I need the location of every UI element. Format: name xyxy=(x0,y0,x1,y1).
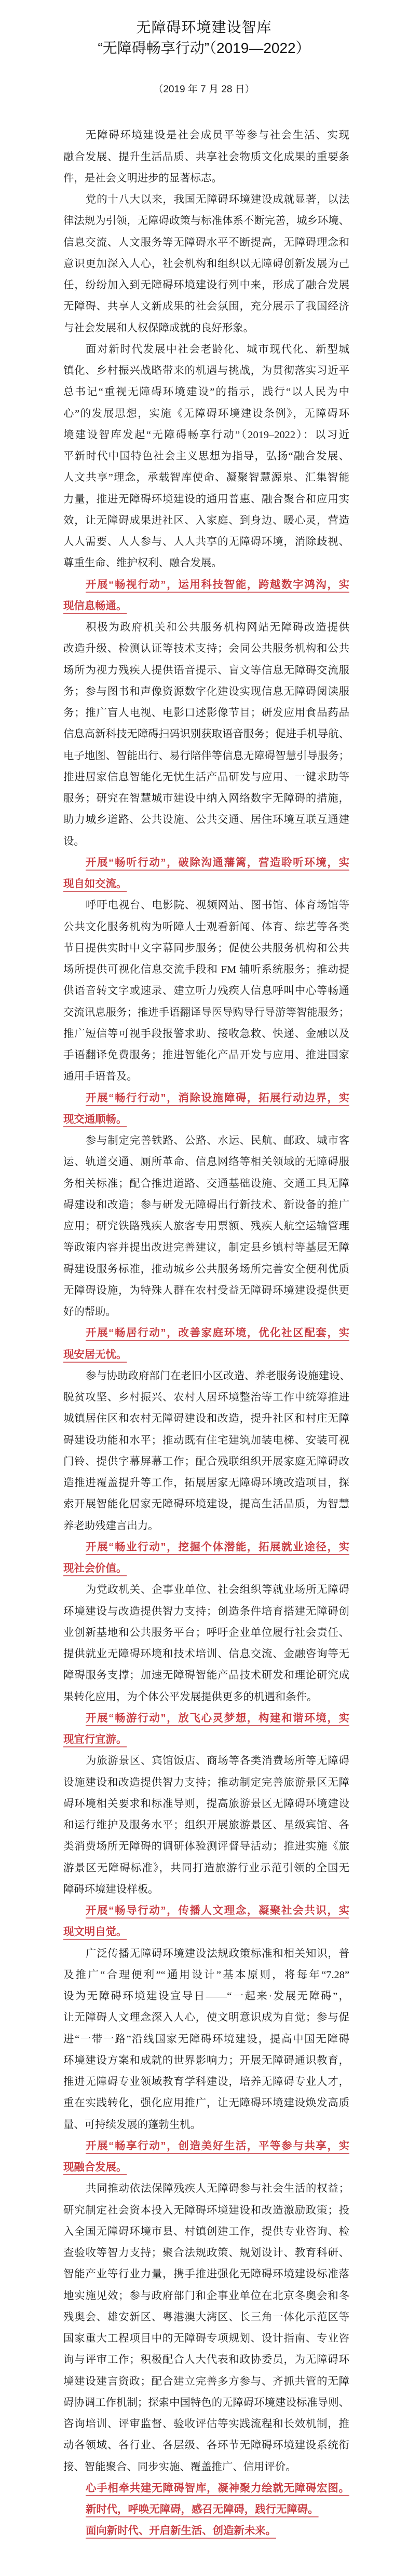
paragraph-line: 业创新基地和公共服务平台；呼吁企业单位履行社会责任、 xyxy=(63,1627,349,1639)
paragraph-line: 手语翻译免费服务；推进智能化产品开发与应用、推进国家 xyxy=(63,1049,349,1061)
paragraph-line: 心”的发展思想，实施《无障碍环境建设条例》，无障碍环 xyxy=(63,408,349,419)
paragraph-line: 人文共享”理念，承载智库使命、凝聚智慧源泉、汇集智能 xyxy=(63,472,349,484)
paragraph-line: 碍环境相关要求和标准导则，提高旅游景区无障碍环境建设 xyxy=(63,1798,349,1810)
paragraph-line: 信息交流、人文服务等无障碍水平不断提高，无障碍理念和 xyxy=(63,236,349,248)
paragraph-line: 务相关标准；配合推进道路、交通基础设施、交通工具无障 xyxy=(63,1178,349,1189)
paragraph-significance xyxy=(63,125,349,189)
paragraph-line: 索开展智能化居家无障碍环境建设，提高生活品质，为智慧 xyxy=(63,1499,349,1510)
heading-line: 开展“畅导行动”，传播人文理念，凝聚社会共识，实 xyxy=(86,1905,349,1917)
heading-line: 开展“畅业行动”，挖掘个体潜能，拓展就业途径，实 xyxy=(86,1541,349,1553)
slogan-line: 心手相牵共建无障碍智库，凝神聚力绘就无障碍宏图。 xyxy=(86,2482,349,2494)
paragraph-line: 电子地图、智能出行、易行陪伴等信息无障碍智慧引导服务； xyxy=(63,750,349,762)
paragraph-line: 造推进覆盖提升等工作，拓展居家无障碍环境改造项目，探 xyxy=(63,1477,349,1489)
paragraph-line: 城镇居住区和农村无障碍建设和改造，提升社区和村庄无障 xyxy=(63,1413,349,1425)
paragraph-line: 无障碍、共享人文新成果的社会氛围，充分展示了我国经济 xyxy=(63,301,349,313)
paragraph-line: 共同推动依法保障残疾人无障碍参与社会生活的权益； xyxy=(86,2183,349,2195)
heading-line: 开展“畅行行动”，消除设施障碍，拓展行动边界，实 xyxy=(86,1092,349,1104)
paragraph-action-travel xyxy=(63,1751,349,1900)
paragraph-line: 障碍服务支撑；加速无障碍智能产品技术研发和理论研究成 xyxy=(63,1670,349,1682)
heading-line: 现融合发展。 xyxy=(63,2162,127,2174)
paragraph-initiative xyxy=(63,339,349,575)
paragraph-line: 国家重大工程项目中的无障碍专项规划、设计指南、专业咨 xyxy=(63,2333,349,2345)
paragraph-action-mobility xyxy=(63,1130,349,1323)
paragraph-line: 进“一带一路”沿线国家无障碍环境建设，提高中国无障碍 xyxy=(63,2033,349,2045)
paragraph-line: 和运行维护及服务水平；组织开展旅游景区、星级宾馆、各 xyxy=(63,1819,349,1831)
paragraph-line: 推进居家信息智能化无忧生活产品研发与应用、一键求助等 xyxy=(63,771,349,783)
heading-action-housing xyxy=(63,1323,349,1366)
paragraph-line: 意识更加深入人心，社会机构和组织以无障碍创新发展为己 xyxy=(63,258,349,270)
paragraph-line: 融合发展、提升生活品质、共享社会物质文化成果的重要条 xyxy=(63,151,349,163)
paragraph-line: 环境建设方案和成就的世界影响力；开展无障碍通识教育， xyxy=(63,2054,349,2066)
paragraph-line: 效，让无障碍成果进社区、入家庭、到身边、暖心灵，营造 xyxy=(63,514,349,526)
paragraph-line: 党的十八大以来，我国无障碍环境建设成就显著，以法 xyxy=(86,194,349,206)
paragraph-line: 脱贫攻坚、乡村振兴、农村人居环境整治等工作中统筹推进 xyxy=(63,1392,349,1404)
heading-line: 现文明自觉。 xyxy=(63,1926,127,1938)
paragraph-line: 总书记“重视无障碍环境建设”的指示，践行“以人民为中 xyxy=(63,386,349,398)
paragraph-achievements xyxy=(63,189,349,339)
paragraph-line: 无障碍设施，为特殊人群在农村受益无障碍环境建设提供更 xyxy=(63,1284,349,1296)
paragraph-line: 件，是社会文明进步的显著标志。 xyxy=(63,172,222,184)
paragraph-line: 设。 xyxy=(63,835,85,847)
paragraph-line: 助力城乡道路、公共设施、公共交通、居住环境互联互通建 xyxy=(63,814,349,826)
heading-line: 开展“畅享行动”，创造美好生活，平等参与共享，实 xyxy=(86,2140,349,2152)
paragraph-line: 人人需要、人人参与、人人共享的无障碍环境，消除歧视、 xyxy=(63,536,349,548)
paragraph-line: 节目提供实时中文字幕同步服务；促使公共服务机构和公共 xyxy=(63,942,349,954)
paragraph-line: 务；推广盲人电视、电影口述影像节目；研发应用食品药品 xyxy=(63,707,349,719)
paragraph-line: 服务；研究在智慧城市建设中纳入网络数字无障碍的措施， xyxy=(63,793,349,805)
document-date: （2019 年 7 月 28 日） xyxy=(153,84,255,95)
paragraph-line: 通用手语普及。 xyxy=(63,1071,138,1083)
heading-line: 开展“畅听行动”，破除沟通藩篱，营造聆听环境，实 xyxy=(86,857,349,869)
paragraph-line: 接、智能聚合、同步实施、覆盖推广、信用评价。 xyxy=(63,2461,296,2473)
heading-line: 现交通顺畅。 xyxy=(63,1113,127,1125)
paragraph-line: 尊重生命、维护权利、融合发展。 xyxy=(63,557,222,569)
paragraph-line: 碍建设功能和水平；推动既有住宅建筑加装电梯、安装可视 xyxy=(63,1434,349,1446)
paragraph-line: 咨询培训、评审监督、验收评估等实践流程和长效机制，推 xyxy=(63,2418,349,2430)
paragraph-line: 交流讯息服务；推进手语翻译导医导购导行导游等智能服务； xyxy=(63,1006,349,1018)
paragraph-line: 为旅游景区、宾馆饭店、商场等各类消费场所等无障碍 xyxy=(86,1755,349,1767)
paragraph-action-housing xyxy=(63,1366,349,1537)
paragraph-line: 碍协调工作机制；探索中国特色的无障碍环境建设标准导则、 xyxy=(63,2397,349,2409)
paragraph-line: 平新时代中国特色社会主义思想为指导，弘扬“融合发展、 xyxy=(63,451,349,463)
slogan-line: 新时代，呼唤无障碍，感召无障碍，践行无障碍。 xyxy=(86,2504,319,2516)
paragraph-line: 积极为政府机关和公共服务机构网站无障碍改造提供 xyxy=(86,622,349,634)
heading-line: 现安居无忧。 xyxy=(63,1349,127,1361)
paragraph-line: 任，纷纷加入到无障碍环境建设行列中来，形成了融合发展 xyxy=(63,279,349,291)
paragraph-line: 好的帮助。 xyxy=(63,1306,116,1318)
paragraph-line: 智能产业等行业力量，携手推进强化无障碍环境建设标准落 xyxy=(63,2269,349,2280)
paragraph-line: 供语音转文字或速录、建立听力残疾人信息呼叫中心等畅通 xyxy=(63,985,349,997)
paragraph-line: 场所为视力残疾人提供语音提示、盲文等信息无障碍交流服 xyxy=(63,664,349,676)
paragraph-line: 设为无障碍环境建设宣导日——“一起来·发展无障碍”， xyxy=(63,1991,349,2003)
paragraph-line: 镇化、乡村振兴战略带来的机遇与挑战，为贯彻落实习近平 xyxy=(63,365,349,377)
paragraph-line: 境建设智库发起“无障碍畅享行动”（2019–2022）：以习近 xyxy=(63,429,349,441)
paragraph-action-vision xyxy=(63,617,349,852)
paragraph-action-hearing xyxy=(63,895,349,1087)
slogan-line: 面向新时代、开启新生活、创造新未来。 xyxy=(86,2525,277,2537)
heading-action-advocacy xyxy=(63,1900,349,1943)
heading-line: 开展“畅居行动”，改善家庭环境，优化社区配套，实 xyxy=(86,1327,349,1339)
paragraph-line: 为党政机关、企事业单位、社会组织等就业场所无障碍 xyxy=(86,1584,349,1596)
paragraph-action-employment xyxy=(63,1579,349,1708)
paragraph-line: 养老助残建言出力。 xyxy=(63,1520,159,1532)
heading-action-hearing xyxy=(63,852,349,895)
paragraph-line: 询与评审工作；积极配合人大代表和政协委员，为无障碍环 xyxy=(63,2354,349,2366)
heading-line: 现自如交流。 xyxy=(63,878,127,890)
heading-action-travel xyxy=(63,1708,349,1751)
paragraph-line: 入全国无障碍环境市县、村镇创建工作，提供专业咨询、检 xyxy=(63,2225,349,2237)
document-title: 无障碍环境建设智库 xyxy=(136,19,272,35)
paragraph-line: 参与协助政府部门在老旧小区改造、养老服务设施建设、 xyxy=(86,1370,350,1382)
paragraph-action-advocacy xyxy=(63,1943,349,2136)
document-body xyxy=(63,125,349,2542)
paragraph-line: 类消费场所无障碍的调研体验测评督导活动；推进实施《旅 xyxy=(63,1841,349,1853)
heading-line: 开展“畅视行动”，运用科技智能，跨越数字鸿沟，实 xyxy=(86,579,349,591)
paragraph-line: 游景区无障碍标准》，共同打造旅游行业示范引领的全国无 xyxy=(63,1862,349,1874)
paragraph-line: 务；参与图书和声像资源数字化建设实现信息无障碍阅读服 xyxy=(63,685,349,697)
heading-action-sharing xyxy=(63,2136,349,2179)
paragraph-line: 无障碍环境建设是社会成员平等参与社会生活、实现 xyxy=(86,130,349,142)
heading-action-employment xyxy=(63,1537,349,1580)
paragraph-line: 改造升级、检测认证等技术支持；会同公共服务机构和公共 xyxy=(63,643,349,655)
paragraph-line: 力量，推进无障碍环境建设的通用普惠、融合聚合和应用实 xyxy=(63,493,349,505)
paragraph-line: 门铃、提供字幕屏幕工作；配合残联组织开展家庭无障碍改 xyxy=(63,1455,349,1467)
paragraph-line: 设施建设和改造提供智力支持；推动制定完善旅游景区无障 xyxy=(63,1776,349,1788)
paragraph-line: 残奥会、雄安新区、粤港澳大湾区、长三角一体化示范区等 xyxy=(63,2311,349,2323)
paragraph-action-sharing xyxy=(63,2178,349,2478)
document-subtitle: “无障碍畅享行动”（2019—2022） xyxy=(98,40,310,56)
paragraph-line: 广泛传播无障碍环境建设法规政策标准和相关知识，普 xyxy=(86,1948,349,1959)
paragraph-line: 研究制定社会资本投入无障碍环境建设和改造激励政策；投 xyxy=(63,2204,349,2216)
heading-action-mobility xyxy=(63,1088,349,1131)
paragraph-line: 提供就业无障碍环境和技术培训、信息交流、金融咨询等无 xyxy=(63,1648,349,1660)
paragraph-line: 公共文化服务机构为听障人士观看新闻、体育、综艺等各类 xyxy=(63,921,349,933)
paragraph-line: 查验收等智力支持；聚合法规政策、规划设计、教育科研、 xyxy=(63,2247,349,2259)
paragraph-line: 地实施见效；参与政府部门和企事业单位在北京冬奥会和冬 xyxy=(63,2290,349,2302)
heading-line: 现宜行宜游。 xyxy=(63,1734,127,1746)
paragraph-line: 让无障碍人文理念深入人心，使文明意识成为自觉；参与促 xyxy=(63,2012,349,2024)
heading-line: 现社会价值。 xyxy=(63,1563,127,1575)
paragraph-line: 推广短信等可视手段报警求助、接收急救、快递、金融以及 xyxy=(63,1028,349,1040)
paragraph-line: 运、轨道交通、厕所革命、信息网络等相关领域的无障碍服 xyxy=(63,1156,349,1168)
paragraph-line: 碍建设和改造；参与研发无障碍出行新技术、新设备的推广 xyxy=(63,1199,349,1211)
paragraph-line: 等政策内容并提出改进完善建议，制定县乡镇村等基层无障 xyxy=(63,1242,349,1254)
paragraph-line: 律法规为引领，无障碍政策与标准体系不断完善，城乡环境、 xyxy=(63,215,349,227)
paragraph-line: 环境建设与改造提供智力支持；创造条件培育搭建无障碍创 xyxy=(63,1605,349,1617)
paragraph-line: 场所提供可视化信息交流手段和 FM 辅听系统服务；推动提 xyxy=(63,964,349,976)
paragraph-line: 呼吁电视台、电影院、视频网站、图书馆、体育场馆等 xyxy=(86,900,349,912)
paragraph-line: 境建设建言资政；配合建立完善多方参与、齐抓共管的无障 xyxy=(63,2375,349,2387)
paragraph-line: 信息高新科技无障碍扫码识别获取语音服务；促进手机导航、 xyxy=(63,729,349,740)
paragraph-line: 推进无障碍专业领域教育学科建设，培养无障碍专业人才， xyxy=(63,2076,349,2088)
paragraph-line: 重在实践转化，强化应用推广，让无障碍环境建设焕发高质 xyxy=(63,2097,349,2109)
paragraph-line: 障碍环境建设样板。 xyxy=(63,1883,159,1895)
heading-action-vision xyxy=(63,575,349,618)
paragraph-line: 碍建设服务标准，推动城乡公共服务场所完善安全便利优质 xyxy=(63,1263,349,1275)
heading-line: 现信息畅通。 xyxy=(63,600,127,612)
paragraph-line: 与社会发展和人权保障成就的良好形象。 xyxy=(63,322,254,334)
paragraph-line: 及推广“合理便利”“通用设计”基本原则，将每年“7.28” xyxy=(63,1969,349,1981)
paragraph-line: 动各领域、各行业、各层级、各环节无障碍环境建设系统衔 xyxy=(63,2440,349,2452)
paragraph-line: 参与制定完善铁路、公路、水运、民航、邮政、城市客 xyxy=(86,1135,349,1147)
paragraph-line: 量、可持续发展的蓬勃生机。 xyxy=(63,2119,201,2131)
paragraph-line: 应用；研究铁路残疾人旅客专用票额、残疾人航空运输管理 xyxy=(63,1221,349,1233)
closing-slogans xyxy=(63,2478,349,2542)
paragraph-line: 面对新时代发展中社会老龄化、城市现代化、新型城 xyxy=(86,343,349,355)
paragraph-line: 果转化应用，为个体公平发展提供更多的机遇和条件。 xyxy=(63,1691,318,1703)
heading-line: 开展“畅游行动”，放飞心灵梦想，构建和谐环境，实 xyxy=(86,1712,349,1724)
